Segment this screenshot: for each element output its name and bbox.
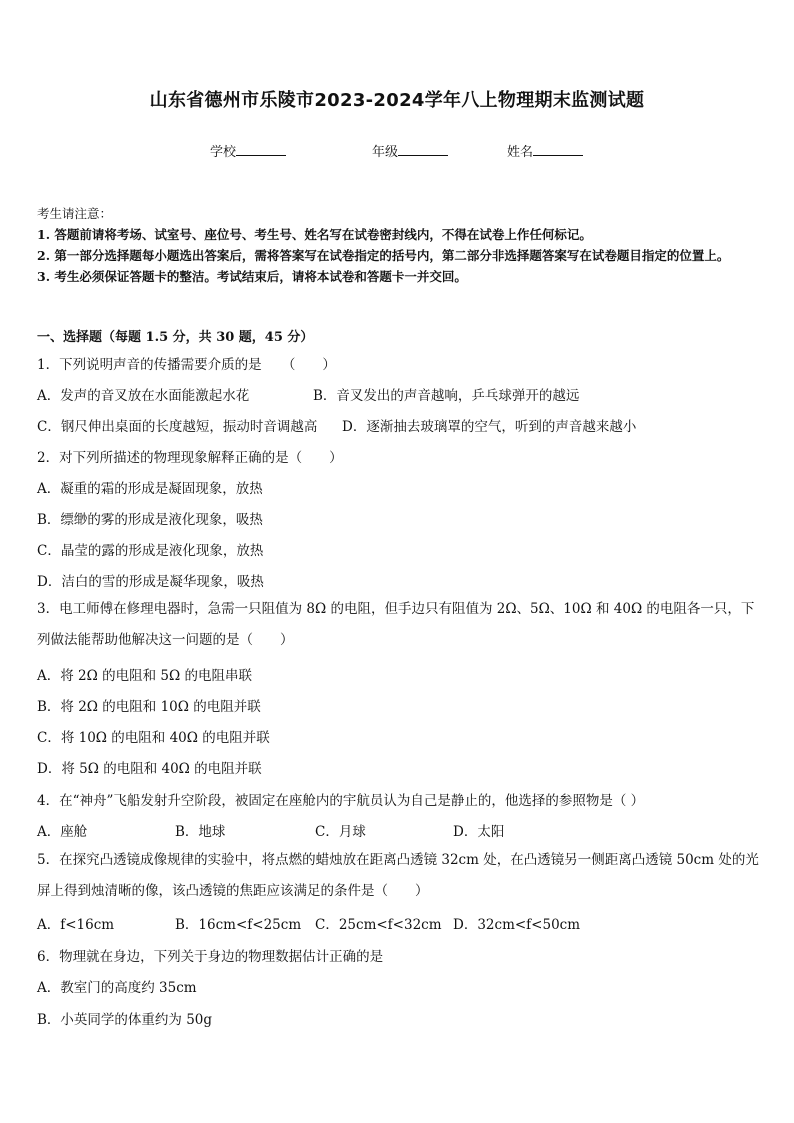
school-field (210, 141, 286, 160)
option-a: A．f<16cm (37, 917, 115, 933)
school-blank (236, 143, 286, 156)
option-b: B．音叉发出的声音越响，乒乓球弹开的越远 (313, 388, 580, 404)
question-5-options (37, 913, 580, 933)
exam-notice (37, 203, 759, 287)
option-a: A．发声的音叉放在水面能激起水花 (37, 388, 250, 404)
name-label: 姓名 (507, 145, 534, 160)
notice-item: 2. 第一部分选择题每小题选出答案后，需将答案写在试卷指定的括号内，第二部分非选择题答案写在试卷题目指定的位置上。 (37, 248, 730, 263)
option-a: A．凝重的霜的形成是凝固现象，放热 (37, 481, 263, 497)
question-6-stem: 6．物理就在身边，下列关于身边的物理数据估计正确的是 (37, 949, 384, 965)
option-d: D．洁白的雪的形成是凝华现象，吸热 (37, 574, 264, 590)
grade-field (372, 141, 448, 160)
section-heading: 一、选择题（每题 1.5 分，共 30 题，45 分） (37, 330, 314, 345)
option-c: C．将 10Ω 的电阻和 40Ω 的电阻并联 (37, 730, 270, 746)
option-a: A．将 2Ω 的电阻和 5Ω 的电阻串联 (37, 668, 252, 684)
option-c: C．月球 (315, 824, 366, 840)
option-b: B．地球 (175, 824, 226, 840)
question-4-options (37, 820, 504, 840)
option-c: C．25cm<f<32cm (315, 917, 442, 933)
question-5-stem: 5．在探究凸透镜成像规律的实验中，将点燃的蜡烛放在距离凸透镜 32cm 处，在凸透镜另一侧距离凸透镜 50cm 处的光屏上得到烛清晰的像，该凸透镜的焦距应该满足的条件是（ ） (37, 852, 759, 899)
question-2-stem: 2．对下列所描述的物理现象解释正确的是（ ） (37, 450, 343, 466)
grade-blank (398, 143, 448, 156)
option-d: D．逐渐抽去玻璃罩的空气，听到的声音越来越小 (342, 419, 637, 435)
option-d: D．将 5Ω 的电阻和 40Ω 的电阻并联 (37, 761, 262, 777)
notice-item: 1. 答题前请将考场、试室号、座位号、考生号、姓名写在试卷密封线内，不得在试卷上作任何标记。 (37, 227, 592, 242)
option-d: D．32cm<f<50cm (453, 917, 581, 933)
option-b: B．将 2Ω 的电阻和 10Ω 的电阻并联 (37, 699, 261, 715)
question-1-options-ab (37, 384, 579, 404)
name-field (507, 141, 583, 160)
question-4-stem: 4．在“神舟”飞船发射升空阶段，被固定在座舱内的宇航员认为自己是静止的，他选择的参照物是（ ） (37, 793, 645, 809)
grade-label: 年级 (372, 145, 399, 160)
option-a: A．教室门的高度约 35cm (37, 980, 197, 996)
question-1-stem: 1．下列说明声音的传播需要介质的是 （ ） (37, 357, 336, 373)
notice-item: 3. 考生必须保证答题卡的整洁。考试结束后，请将本试卷和答题卡一并交回。 (37, 269, 467, 284)
option-c: C．钢尺伸出桌面的长度越短，振动时音调越高 (37, 419, 318, 435)
question-1-options-cd (37, 415, 636, 435)
option-b: B．缥缈的雾的形成是液化现象，吸热 (37, 512, 263, 528)
question-3-stem: 3．电工师傅在修理电器时，急需一只阻值为 8Ω 的电阻，但手边只有阻值为 2Ω、5Ω、10Ω 和 40Ω 的电阻各一只，下列做法能帮助他解决这一问题的是（ ） (37, 601, 755, 648)
option-c: C．晶莹的露的形成是液化现象，放热 (37, 543, 264, 559)
option-b: B．小英同学的体重约为 50g (37, 1012, 213, 1028)
option-b: B．16cm<f<25cm (175, 917, 302, 933)
notice-heading: 考生请注意： (37, 206, 113, 221)
page-title: 山东省德州市乐陵市2023-2024学年八上物理期末监测试题 (149, 90, 645, 111)
school-label: 学校 (210, 145, 237, 160)
option-a: A．座舱 (37, 824, 88, 840)
name-blank (533, 143, 583, 156)
option-d: D．太阳 (453, 824, 505, 840)
